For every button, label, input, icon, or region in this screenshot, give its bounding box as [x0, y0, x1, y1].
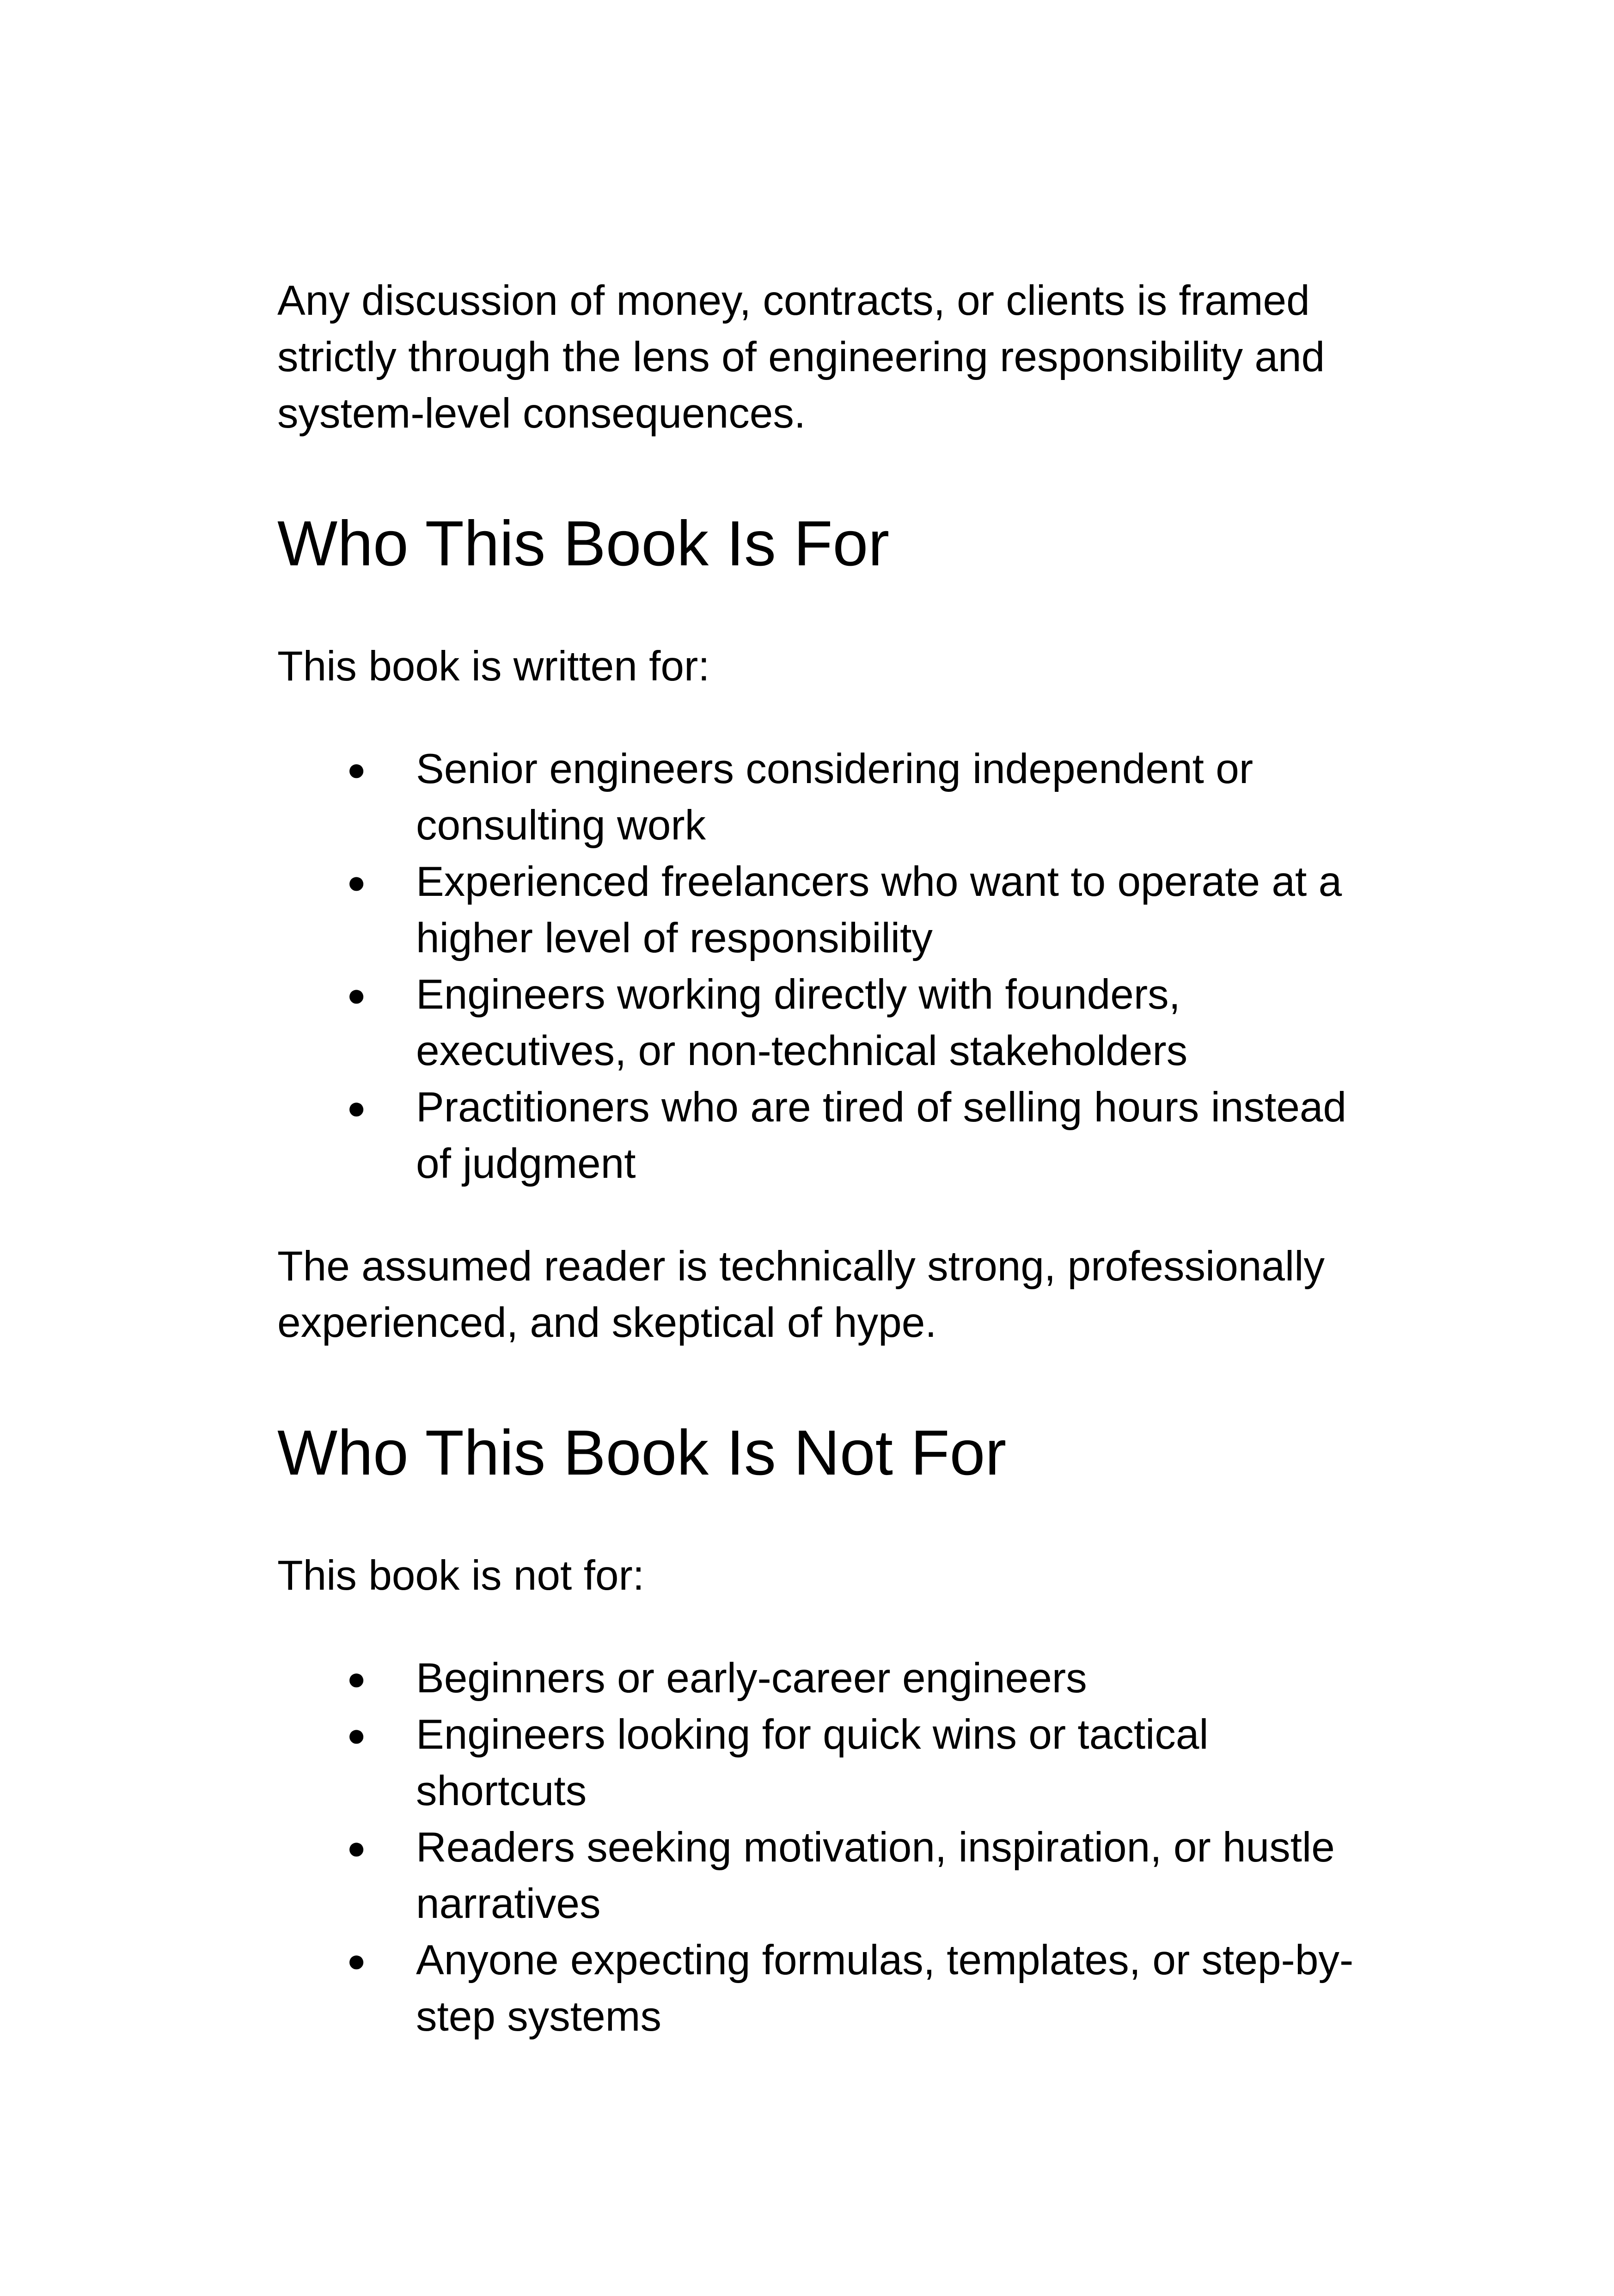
- list-item: [277, 741, 1387, 854]
- list-item-text: Experienced freelancers who want to operate at a higher level of responsibility: [416, 858, 1342, 961]
- bullet-icon: ●: [347, 977, 367, 1013]
- list-item: [277, 1707, 1387, 1819]
- list-item-text: Engineers working directly with founders, executives, or non-technical stakeholders: [416, 971, 1188, 1074]
- list-item: [277, 967, 1387, 1079]
- list-item-text: Practitioners who are tired of selling hours instead of judgment: [416, 1084, 1347, 1187]
- section-for-closing: The assumed reader is technically strong, professionally experienced, and skeptical of hype.: [277, 1243, 1325, 1346]
- list-item: [277, 1079, 1387, 1192]
- audience-list: [277, 741, 1387, 1192]
- bullet-icon: ●: [347, 864, 367, 900]
- list-item-text: Engineers looking for quick wins or tactical shortcuts: [416, 1711, 1209, 1814]
- bullet-icon: ●: [347, 1830, 367, 1866]
- list-item-text: Anyone expecting formulas, templates, or step-by-step systems: [416, 1937, 1354, 2040]
- bullet-icon: ●: [347, 1717, 367, 1753]
- bullet-icon: ●: [347, 751, 367, 787]
- list-item-text: Readers seeking motivation, inspiration, or hustle narratives: [416, 1824, 1335, 1927]
- document-page: [277, 273, 1387, 2045]
- list-item-text: Senior engineers considering independent or consulting work: [416, 746, 1253, 849]
- section-not-for-lead: This book is not for:: [277, 1552, 645, 1599]
- intro-paragraph: Any discussion of money, contracts, or clients is framed strictly through the lens of engineering responsibility and system-level consequences.: [277, 277, 1325, 437]
- list-item: [277, 1932, 1387, 2045]
- list-item-text: Beginners or early-career engineers: [416, 1655, 1087, 1702]
- bullet-icon: ●: [347, 1942, 367, 1978]
- section-heading-for: Who This Book Is For: [277, 508, 890, 579]
- list-item: [277, 1819, 1387, 1932]
- non-audience-list: [277, 1650, 1387, 2045]
- bullet-icon: ●: [347, 1090, 367, 1126]
- list-item: [277, 854, 1387, 967]
- section-for-lead: This book is written for:: [277, 643, 710, 690]
- list-item: [277, 1650, 1387, 1707]
- section-heading-not-for: Who This Book Is Not For: [277, 1417, 1007, 1488]
- bullet-icon: ●: [347, 1660, 367, 1696]
